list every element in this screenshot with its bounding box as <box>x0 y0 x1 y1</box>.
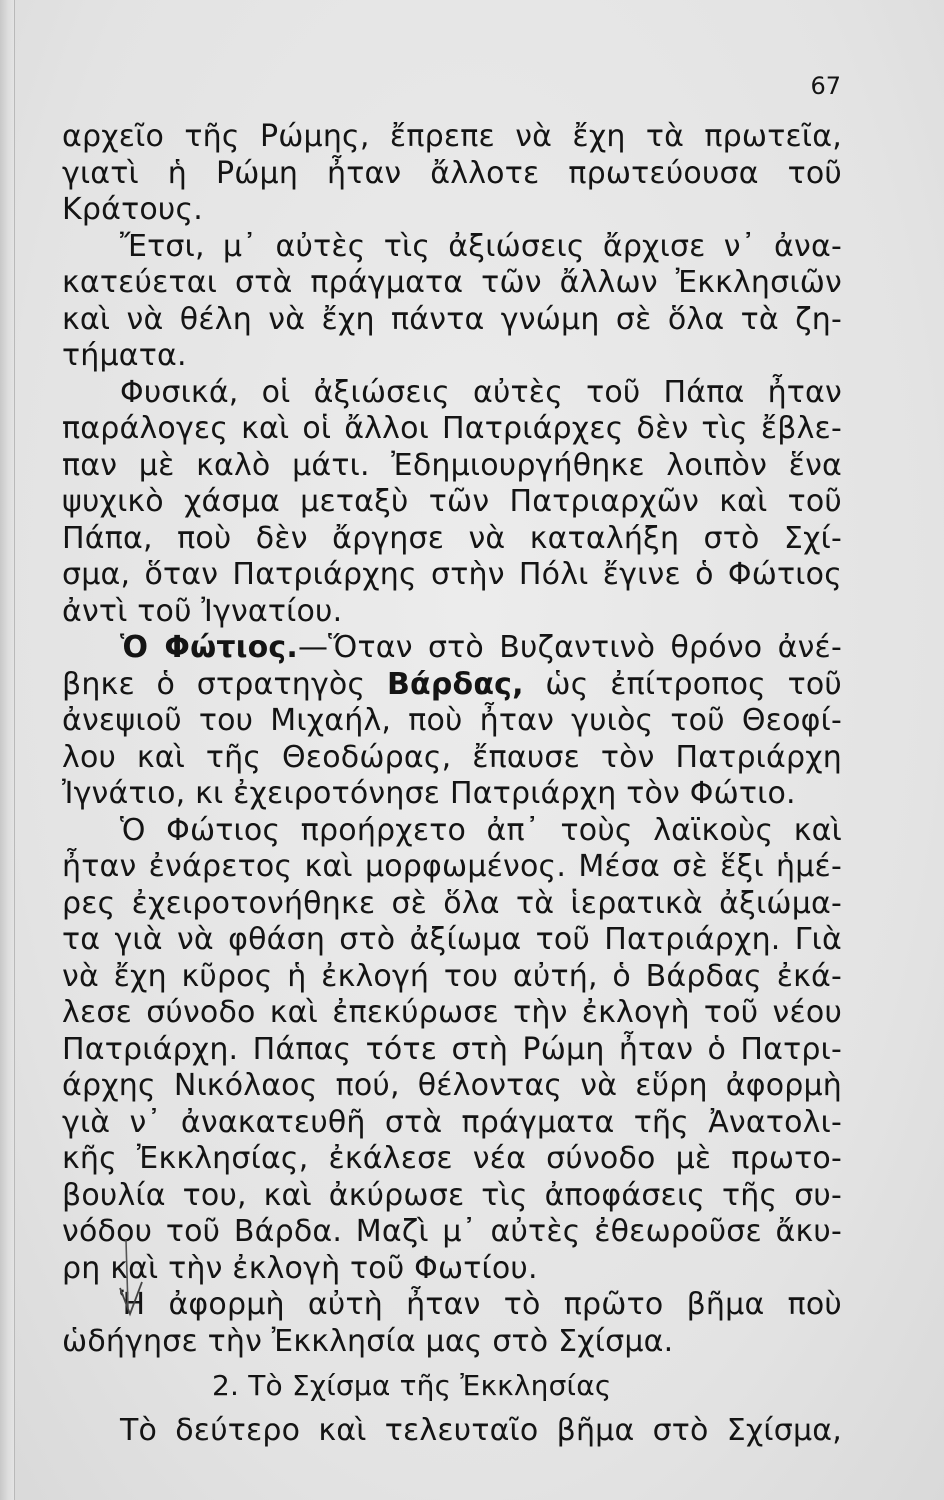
text-line: παν μὲ καλὸ μάτι. Ἐδημιουργήθηκε λοιπὸν ἕνα <box>62 447 842 483</box>
page-number: 67 <box>810 72 841 100</box>
text-line: Ἔτσι, μ᾽ αὐτὲς τὶς ἀξιώσεις ἄρχισε ν᾽ ἀνα- <box>120 228 842 264</box>
text-line: ρες ἐχειροτονήθηκε σὲ ὅλα τὰ ἱερατικὰ ἀξιώμα- <box>62 885 842 921</box>
text-line: λου καὶ τῆς Θεοδώρας, ἔπαυσε τὸν Πατριάρχη <box>62 739 842 775</box>
text-line: βουλία του, καὶ ἀκύρωσε τὶς ἀποφάσεις τῆς συ- <box>62 1177 842 1213</box>
text-line: κῆς Ἐκκλησίας, ἐκάλεσε νέα σύνοδο μὲ πρωτο- <box>62 1141 842 1176</box>
text-line: ρη καὶ τὴν ἐκλογὴ τοῦ Φωτίου. <box>62 1250 538 1286</box>
body-text <box>62 119 842 1449</box>
paragraph-heading: Ὁ Φώτιος. <box>120 630 298 665</box>
text-line <box>62 667 842 704</box>
emphasis-name: Βάρδας, <box>386 666 524 702</box>
text-line: νὰ ἔχη κῦρος ἡ ἐκλογή του αὐτή, ὁ Βάρδας ἐκά- <box>62 958 842 994</box>
page-binding-edge <box>0 0 15 1500</box>
text-line: ἀντὶ τοῦ Ἰγνατίου. <box>62 593 343 629</box>
text-line: ἀνεψιοῦ του Μιχαήλ, ποὺ ἦταν γυιὸς τοῦ Θεοφί- <box>62 703 842 738</box>
text-line: Φυσικά, οἱ ἀξιώσεις αὐτὲς τοῦ Πάπα ἦταν <box>120 374 842 410</box>
text-line: ψυχικὸ χάσμα μεταξὺ τῶν Πατριαρχῶν καὶ τοῦ <box>62 484 842 519</box>
text-line: γιὰ ν᾽ ἀνακατευθῆ στὰ πράγματα τῆς Ἀνατολι- <box>62 1104 842 1140</box>
text-line: καὶ νὰ θέλη νὰ ἔχη πάντα γνώμη σὲ ὅλα τὰ ζη- <box>62 301 842 337</box>
text-line: νόδου τοῦ Βάρδα. Μαζὶ μ᾽ αὐτὲς ἐθεωροῦσε ἄκυ- <box>62 1214 842 1249</box>
text-line: Ἡ ἀφορμὴ αὐτὴ ἦταν τὸ πρῶτο βῆμα ποὺ <box>120 1287 842 1322</box>
text-line: άρχης Νικόλαος πού, θέλοντας νὰ εὕρη ἀφορμὴ <box>62 1068 842 1103</box>
text-line: ὡδήγησε τὴν Ἐκκλησία μας στὸ Σχίσμα. <box>62 1323 674 1359</box>
text-line: Ἰγνάτιο, κι ἐχειροτόνησε Πατριάρχη τὸν Φώτιο. <box>62 776 796 811</box>
text-fragment: βηκε ὁ στρατηγὸς <box>62 666 387 702</box>
section-title: 2. Τὸ Σχίσμα τῆς Ἐκκλησίας <box>212 1369 612 1402</box>
text-line <box>62 630 842 667</box>
text-line: τήματα. <box>62 338 187 373</box>
text-line: Πάπα, ποὺ δὲν ἄργησε νὰ καταλήξη στὸ Σχί- <box>62 520 842 556</box>
text-line: Τὸ δεύτερο καὶ τελευταῖο βῆμα στὸ Σχίσμα, <box>120 1412 842 1448</box>
text-line: λεσε σύνοδο καὶ ἐπεκύρωσε τὴν ἐκλογὴ τοῦ νέου <box>62 995 842 1030</box>
text-line: σμα, ὅταν Πατριάρχης στὴν Πόλι ἔγινε ὁ Φώτιος <box>62 557 842 592</box>
text-line: Ὁ Φώτιος προήρχετο ἀπ᾽ τοὺς λαϊκοὺς καὶ <box>120 812 842 848</box>
text-line: αρχεῖο τῆς Ρώμης, ἔπρεπε νὰ ἔχη τὰ πρωτεῖα, <box>62 119 842 154</box>
pencil-mark-icon <box>118 1238 148 1328</box>
text-fragment: ὡς ἐπίτροπος τοῦ <box>523 666 842 702</box>
text-line: γιατὶ ἡ Ρώμη ἦταν ἄλλοτε πρωτεύουσα τοῦ <box>62 155 842 191</box>
text-line: κατεύεται στὰ πράγματα τῶν ἄλλων Ἐκκλησιῶν <box>62 265 842 300</box>
text-line: Κράτους. <box>62 192 204 227</box>
text-fragment: —Ὅταν στὸ Βυζαντινὸ θρόνο ἀνέ- <box>297 630 842 665</box>
text-line: ἦταν ἐνάρετος καὶ μορφωμένος. Μέσα σὲ ἕξι ἡμέ- <box>62 849 842 884</box>
text-line: Πατριάρχη. Πάπας τότε στὴ Ρώμη ἦταν ὁ Πατρι- <box>62 1031 842 1067</box>
text-line: παράλογες καὶ οἱ ἄλλοι Πατριάρχες δὲν τὶς ἔβλε- <box>62 411 842 446</box>
text-line: τα γιὰ νὰ φθάση στὸ ἀξίωμα τοῦ Πατριάρχη. Γιὰ <box>62 922 842 957</box>
